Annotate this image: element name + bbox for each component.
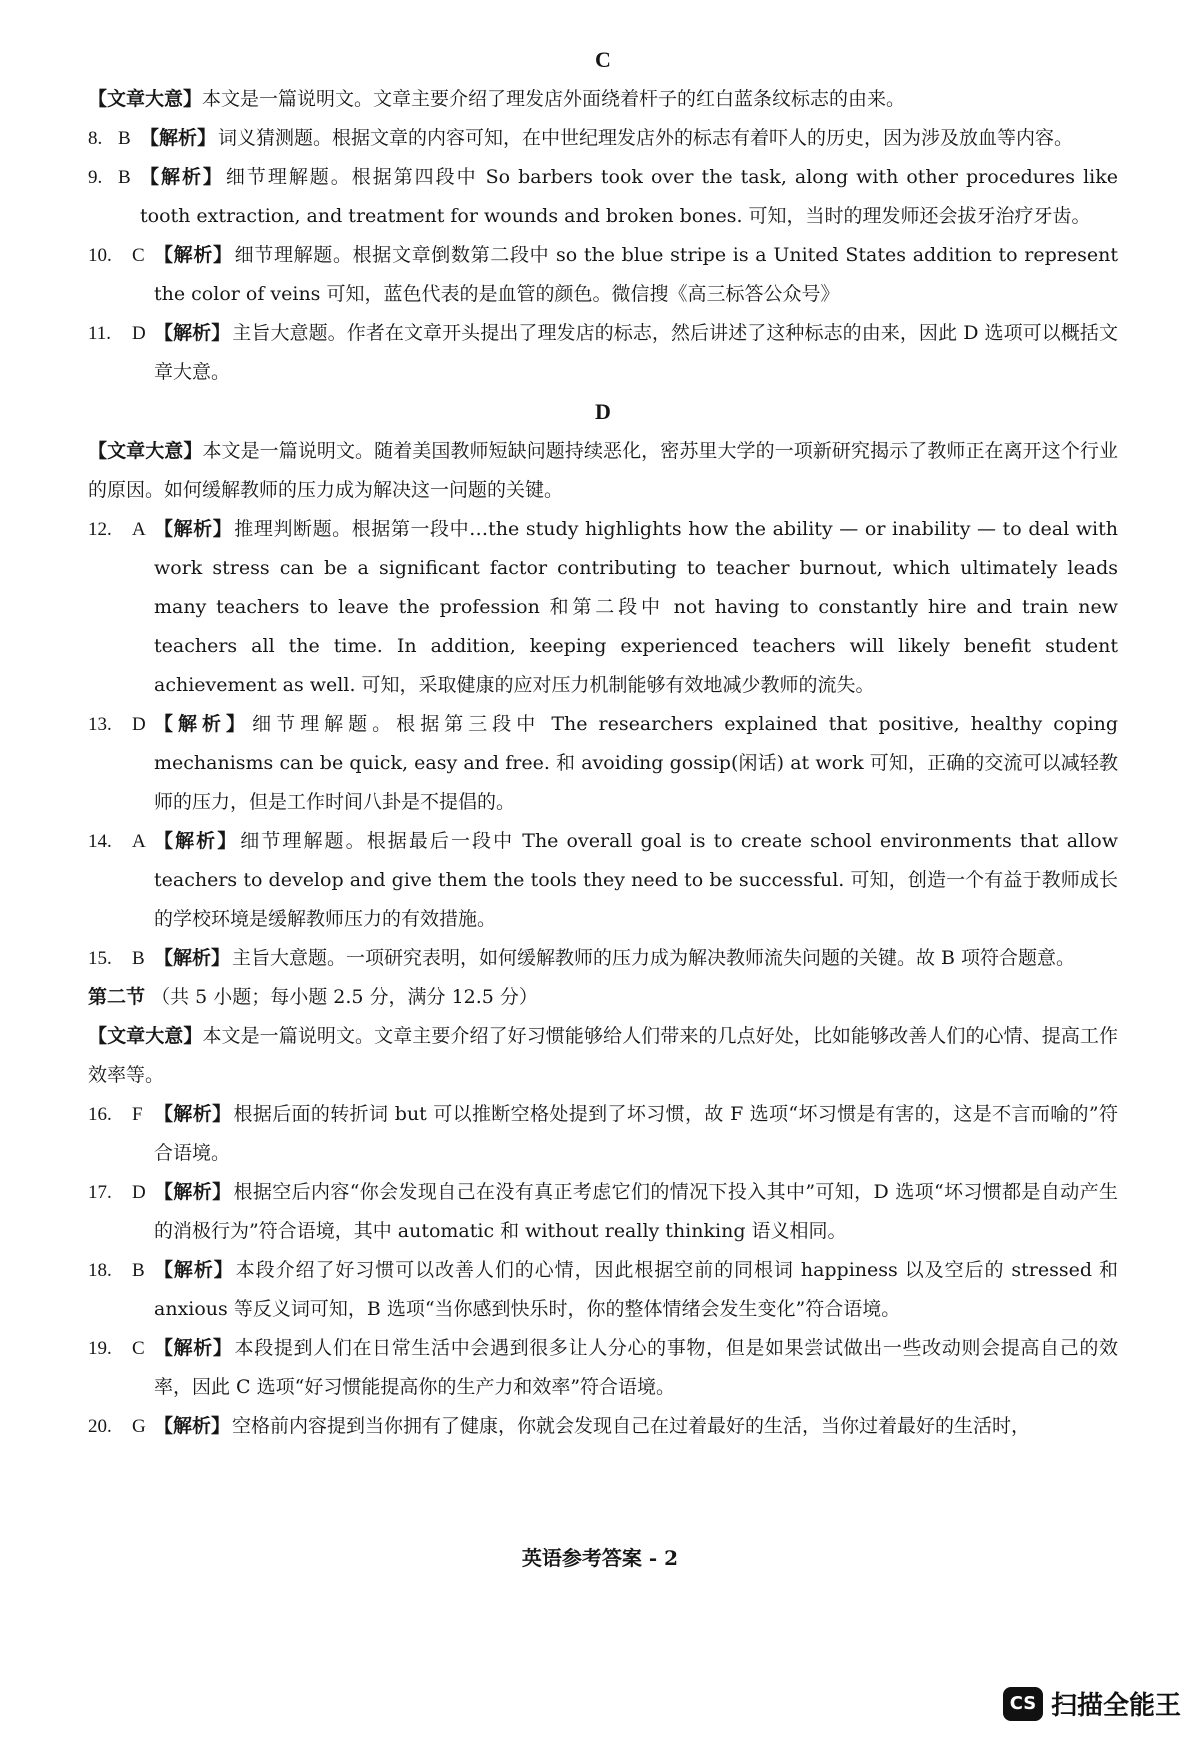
summary-text: 本文是一篇说明文。随着美国教师短缺问题持续恶化，密苏里大学的一项新研究揭示了教师正在离开这个行业的原因。如何缓解教师的压力成为解决这一问题的关键。	[88, 440, 1118, 501]
explanation	[154, 1095, 1118, 1173]
explanation	[154, 939, 1118, 978]
summary-tag: 【文章大意】	[88, 440, 203, 462]
analysis-tag: 【解析】	[154, 713, 251, 735]
answer-letter: G	[132, 1416, 146, 1437]
answer-item-16	[88, 1095, 1118, 1173]
camscanner-logo-icon: CS	[1003, 1687, 1043, 1721]
answer-letter: C	[132, 1338, 145, 1359]
analysis-tag: 【解析】	[154, 830, 239, 852]
answer-item-18	[88, 1251, 1118, 1329]
scanner-brand: 扫描全能王	[1051, 1691, 1182, 1721]
answer-letter: C	[132, 245, 145, 266]
summary-c	[88, 80, 1118, 119]
summary-tag: 【文章大意】	[88, 1025, 203, 1047]
analysis-tag: 【解析】	[154, 244, 233, 266]
explanation	[154, 1407, 1118, 1446]
analysis-tag: 【解析】	[154, 1259, 234, 1281]
answer-item-11	[88, 314, 1118, 392]
question-number: 18.	[88, 1260, 112, 1281]
summary-tag: 【文章大意】	[88, 88, 203, 110]
summary-text: 本文是一篇说明文。文章主要介绍了好习惯能够给人们带来的几点好处，比如能够改善人们的心情、提高工作效率等。	[88, 1025, 1118, 1086]
explanation-text: 词义猜测题。根据文章的内容可知，在中世纪理发店外的标志有着吓人的历史，因为涉及放血等内容。	[218, 127, 1074, 149]
question-number: 20.	[88, 1416, 112, 1437]
question-number: 12.	[88, 519, 112, 540]
answer-item-10	[88, 236, 1118, 314]
answer-letter: F	[132, 1104, 143, 1125]
explanation-text: 根据后面的转折词 but 可以推断空格处提到了坏习惯，故 F 选项“坏习惯是有害的，这是不言而喻的”符合语境。	[154, 1103, 1118, 1164]
answer-item-13	[88, 705, 1118, 822]
answer-item-8	[88, 119, 1118, 158]
question-number: 15.	[88, 948, 112, 969]
analysis-tag: 【解析】	[154, 1181, 232, 1203]
summary-text: 本文是一篇说明文。文章主要介绍了理发店外面绕着杆子的红白蓝条纹标志的由来。	[202, 88, 906, 110]
question-number: 9.	[88, 167, 103, 188]
answer-item-17	[88, 1173, 1118, 1251]
explanation-text: 根据空后内容“你会发现自己在没有真正考虑它们的情况下投入其中”可知，D 选项“坏习惯都是自动产生的消极行为”符合语境，其中 automatic 和 without really thinking 语义相同。	[154, 1181, 1118, 1242]
answer-letter: A	[132, 519, 146, 540]
summary-d	[88, 432, 1118, 510]
analysis-tag: 【解析】	[140, 127, 217, 149]
analysis-tag: 【解析】	[154, 1337, 233, 1359]
answer-item-12	[88, 510, 1118, 705]
analysis-tag: 【解析】	[140, 166, 224, 188]
explanation	[154, 1173, 1118, 1251]
summary-part2	[88, 1017, 1118, 1095]
question-number: 16.	[88, 1104, 112, 1125]
explanation-text: 细节理解题。根据文章倒数第二段中 so the blue stripe is a United States addition to represent the color of veins 可知，蓝色代表的是血管的颜色。微信搜《高三标答公众号》	[154, 244, 1118, 305]
analysis-tag: 【解析】	[154, 1103, 232, 1125]
explanation-text: 本段提到人们在日常生活中会遇到很多让人分心的事物，但是如果尝试做出一些改动则会提高自己的效率，因此 C 选项“好习惯能提高你的生产力和效率”符合语境。	[154, 1337, 1118, 1398]
answer-letter: B	[118, 128, 131, 149]
analysis-tag: 【解析】	[154, 518, 233, 540]
part2-heading	[88, 978, 1118, 1017]
answer-page	[88, 40, 1118, 1446]
answer-item-14	[88, 822, 1118, 939]
part2-note: （共 5 小题；每小题 2.5 分，满分 12.5 分）	[151, 986, 538, 1008]
explanation	[154, 510, 1118, 705]
explanation-text: 细节理解题。根据第三段中 The researchers explained that positive, healthy coping mechanisms can be quick, easy and free. 和 avoiding gossip(闲话) at work 可知，正确的交流可以减轻教师的压力，但是工作时间八卦是不提倡的。	[154, 713, 1118, 813]
analysis-tag: 【解析】	[154, 1415, 231, 1437]
page-footer: 英语参考答案 - 2	[521, 1546, 679, 1570]
explanation	[140, 119, 1118, 158]
explanation	[154, 236, 1118, 314]
answer-item-9	[88, 158, 1118, 236]
analysis-tag: 【解析】	[154, 947, 231, 969]
explanation-text: 推理判断题。根据第一段中…the study highlights how the ability — or inability — to deal with work stress can be a significant factor contributing to teacher burnout, which ultimately leads many teachers to leave the profession 和第二段中 not having to constantly hire and train new teachers all the time. In addition, keeping experienced teachers will likely benefit student achievement as well. 可知，采取健康的应对压力机制能够有效地减少教师的流失。	[154, 518, 1118, 696]
answer-item-20	[88, 1407, 1118, 1446]
section-title-c: C	[595, 47, 611, 72]
question-number: 13.	[88, 714, 112, 735]
question-number: 14.	[88, 831, 112, 852]
analysis-tag: 【解析】	[154, 322, 231, 344]
explanation-text: 空格前内容提到当你拥有了健康，你就会发现自己在过着最好的生活，当你过着最好的生活时，	[232, 1415, 1031, 1437]
answer-item-15	[88, 939, 1118, 978]
explanation	[154, 314, 1118, 392]
explanation	[154, 822, 1118, 939]
explanation	[154, 705, 1118, 822]
explanation	[154, 1329, 1118, 1407]
explanation-text: 细节理解题。根据第四段中 So barbers took over the task, along with other procedures like tooth extraction, and treatment for wounds and broken bones. 可知，当时的理发师还会拔牙治疗牙齿。	[140, 166, 1118, 227]
section-title-d: D	[595, 399, 611, 424]
scanner-watermark	[1003, 1685, 1181, 1722]
answer-letter: A	[132, 831, 146, 852]
explanation	[154, 1251, 1118, 1329]
question-number: 19.	[88, 1338, 112, 1359]
question-number: 8.	[88, 128, 103, 149]
explanation-text: 主旨大意题。作者在文章开头提出了理发店的标志，然后讲述了这种标志的由来，因此 D 选项可以概括文章大意。	[154, 322, 1118, 383]
question-number: 11.	[88, 323, 112, 344]
part2-title: 第二节	[88, 986, 146, 1008]
answer-letter: B	[132, 948, 145, 969]
explanation	[140, 158, 1118, 236]
question-number: 17.	[88, 1182, 112, 1203]
explanation-text: 细节理解题。根据最后一段中 The overall goal is to create school environments that allow teachers to develop and give them the tools they need to be successful. 可知，创造一个有益于教师成长的学校环境是缓解教师压力的有效措施。	[154, 830, 1118, 930]
answer-letter: B	[132, 1260, 145, 1281]
explanation-text: 本段介绍了好习惯可以改善人们的心情，因此根据空前的同根词 happiness 以及空后的 stressed 和 anxious 等反义词可知，B 选项“当你感到快乐时，你的整体情绪会发生变化”符合语境。	[154, 1259, 1118, 1320]
answer-letter: D	[132, 323, 146, 344]
answer-item-19	[88, 1329, 1118, 1407]
explanation-text: 主旨大意题。一项研究表明，如何缓解教师的压力成为解决教师流失问题的关键。故 B 项符合题意。	[232, 947, 1076, 969]
answer-letter: D	[132, 714, 146, 735]
answer-letter: B	[118, 167, 131, 188]
answer-letter: D	[132, 1182, 146, 1203]
question-number: 10.	[88, 245, 112, 266]
